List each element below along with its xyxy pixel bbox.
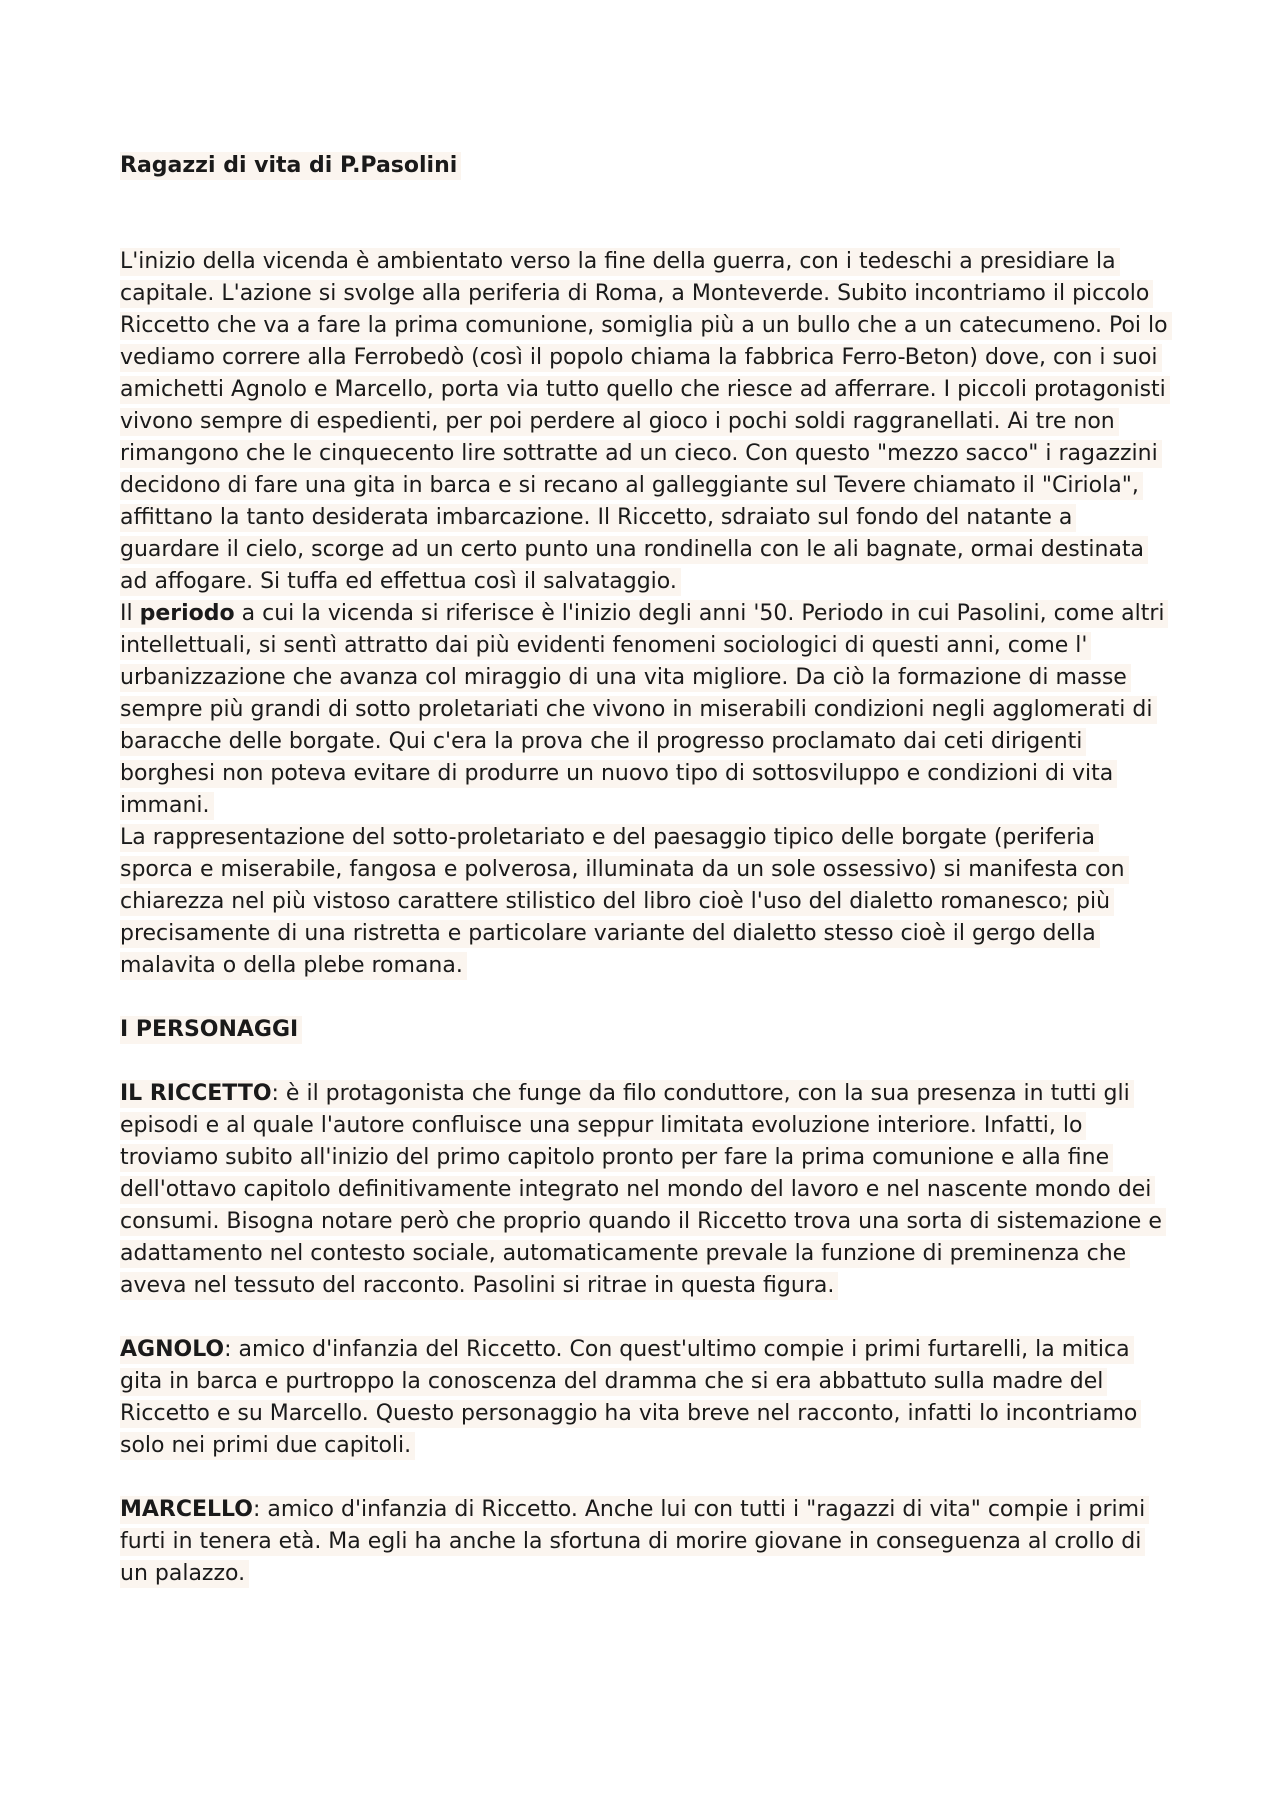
intro-paragraph-3-text: La rappresentazione del sotto-proletariato e del paesaggio tipico delle borgate (periferia sporca e miserabile, fangosa e polverosa, illuminata da un sole ossessivo) si manifesta con chiarezza nel più vistoso carattere stilistico del libro cioè l'uso del dialetto romanesco; più precisamente di una ristretta e particolare variante del dialetto stesso cioè il gergo della malavita o della plebe romana.: [120, 824, 1129, 980]
character-agnolo-wrap: [120, 1336, 1141, 1460]
section-heading-text: I PERSONAGGI: [120, 1016, 302, 1044]
spacer: [120, 982, 1170, 1014]
character-name: AGNOLO: [120, 1337, 225, 1362]
character-agnolo: [120, 1334, 1170, 1462]
document-title: [120, 150, 1170, 182]
character-description: : è il protagonista che funge da filo conduttore, con la sua presenza in tutti gli episodi e al quale l'autore confluisce una seppur limitata evoluzione interiore. Infatti, lo troviamo subito all'inizio del primo capitolo pronto per fare la prima comunione e alla fine dell'ottavo capitolo definitivamente integrato nel mondo del lavoro e nel nascente mondo dei consumi. Bisogna notare però che proprio quando il Riccetto trova una sorta di sistemazione e adattamento nel contesto sociale, automaticamente prevale la funzione di preminenza che aveva nel tessuto del racconto. Pasolini si ritrae in questa figura.: [120, 1081, 1162, 1298]
intro-paragraph-2: [120, 598, 1170, 822]
character-riccetto-wrap: [120, 1080, 1166, 1300]
section-heading: [120, 1014, 1170, 1046]
character-riccetto: [120, 1078, 1170, 1302]
intro-paragraph-2-prefix: Il: [120, 601, 140, 626]
character-marcello: [120, 1494, 1170, 1590]
intro-paragraph-1: [120, 246, 1170, 598]
character-name: MARCELLO: [120, 1497, 253, 1522]
character-description: : amico d'infanzia del Riccetto. Con quest'ultimo compie i primi furtarelli, la mitica gita in barca e purtroppo la conoscenza del dramma che si era abbattuto sulla madre del Riccetto e su Marcello. Questo personaggio ha vita breve nel racconto, infatti lo incontriamo solo nei primi due capitoli.: [120, 1337, 1138, 1458]
spacer: [120, 1462, 1170, 1494]
character-description: : amico d'infanzia di Riccetto. Anche lui con tutti i "ragazzi di vita" compie i primi furti in tenera età. Ma egli ha anche la sfortuna di morire giovane in conseguenza al crollo di un palazzo.: [120, 1497, 1146, 1586]
document-title-text: Ragazzi di vita di P.Pasolini: [120, 152, 461, 180]
character-name: IL RICCETTO: [120, 1081, 272, 1106]
document-page: [120, 150, 1170, 1590]
spacer: [120, 1046, 1170, 1078]
intro-paragraph-2-bold: periodo: [139, 601, 235, 626]
intro-paragraph-2-wrap: [120, 600, 1168, 820]
character-marcello-wrap: [120, 1496, 1149, 1588]
intro-paragraph-1-text: L'inizio della vicenda è ambientato verso la fine della guerra, con i tedeschi a presidiare la capitale. L'azione si svolge alla periferia di Roma, a Monteverde. Subito incontriamo il piccolo Riccetto che va a fare la prima comunione, somiglia più a un bullo che a un catecumeno. Poi lo vediamo correre alla Ferrobedò (così il popolo chiama la fabbrica Ferro-Beton) dove, con i suoi amichetti Agnolo e Marcello, porta via tutto quello che riesce ad afferrare. I piccoli protagonisti vivono sempre di espedienti, per poi perdere al gioco i pochi soldi raggranellati. Ai tre non rimangono che le cinquecento lire sottratte ad un cieco. Con questo "mezzo sacco" i ragazzini decidono di fare una gita in barca e si recano al galleggiante sul Tevere chiamato il "Ciriola", affittano la tanto desiderata imbarcazione. Il Riccetto, sdraiato sul fondo del natante a guardare il cielo, scorge ad un certo punto una rondinella con le ali bagnate, ormai destinata ad affogare. Si tuffa ed effettua così il salvataggio.: [120, 248, 1172, 596]
intro-paragraph-2-rest: a cui la vicenda si riferisce è l'inizio degli anni '50. Periodo in cui Pasolini, come altri intellettuali, si sentì attratto dai più evidenti fenomeni sociologici di questi anni, come l' urbanizzazione che avanza col miraggio di una vita migliore. Da ciò la formazione di masse sempre più grandi di sotto proletariati che vivono in miserabili condizioni negli agglomerati di baracche delle borgate. Qui c'era la prova che il progresso proclamato dai ceti dirigenti borghesi non poteva evitare di produrre un nuovo tipo di sottosviluppo e condizioni di vita immani.: [120, 601, 1165, 818]
spacer: [120, 1302, 1170, 1334]
intro-paragraph-3: [120, 822, 1170, 982]
spacer: [120, 182, 1170, 246]
